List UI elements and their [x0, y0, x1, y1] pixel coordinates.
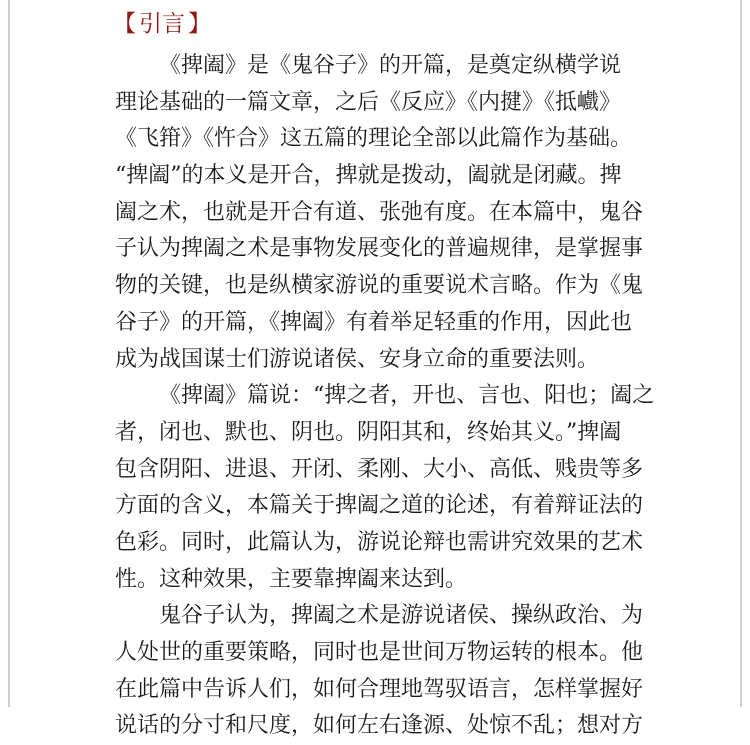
right-border-line: [740, 0, 742, 707]
paragraph-1-line-1: 《捭阖》是《鬼谷子》的开篇，是奠定纵横学说: [159, 53, 622, 78]
paragraph-1-line-5: 阖之术，也就是开合有道、张弛有度。在本篇中，鬼谷: [115, 199, 644, 225]
heading-bracket-close: 】: [188, 11, 211, 37]
heading-bracket-open: 【: [113, 11, 136, 37]
paragraph-1-line-7: 物的关键，也是纵横家游说的重要说术言略。作为《鬼: [115, 273, 644, 299]
paragraph-2-line-4: 方面的含义，本篇关于捭阖之道的论述，有着辩证法的: [115, 493, 644, 519]
paragraph-2-line-1: 《捭阖》篇说：“捭之者，开也、言也、阳也；阖之: [159, 383, 655, 409]
paragraph-1-line-8: 谷子》的开篇，《捭阖》有着举足轻重的作用，因此也: [115, 309, 633, 335]
paragraph-2-line-6: 性。这种效果，主要靠捭阖来达到。: [115, 566, 468, 592]
left-border-line: [8, 0, 10, 707]
paragraph-1-line-9: 成为战国谋士们游说诸侯、安身立命的重要法则。: [115, 346, 600, 372]
paragraph-1-line-4: “捭阖”的本义是开合，捭就是拨动，阖就是闭藏。捭: [115, 163, 622, 189]
paragraph-3-line-3: 在此篇中告诉人们，如何合理地驾驭语言，怎样掌握好: [115, 676, 644, 702]
paragraph-1-line-6: 子认为捭阖之术是事物发展变化的普遍规律，是掌握事: [115, 236, 644, 262]
paragraph-2-line-5: 色彩。同时，此篇认为，游说论辩也需讲究效果的艺术: [115, 529, 644, 555]
paragraph-1-line-3: 《飞箝》《忤合》这五篇的理论全部以此篇作为基础。: [115, 126, 633, 152]
paragraph-1-line-2: 理论基础的一篇文章，之后《反应》《内揵》《抵巇》: [115, 89, 622, 115]
paragraph-2-line-2: 者，闭也、默也、阴也。阴阳其和，终始其义。”捭阖: [115, 419, 622, 445]
paragraph-3-line-1: 鬼谷子认为，捭阖之术是游说诸侯、操纵政治、为: [159, 603, 644, 629]
paragraph-3-line-2: 人处世的重要策略，同时也是世间万物运转的根本。他: [115, 640, 644, 665]
heading-title: 引言: [139, 11, 185, 37]
section-heading: [113, 6, 211, 42]
paragraph-3-line-4: 说话的分寸和尺度，如何左右逢源、处惊不乱；想对方: [115, 713, 644, 739]
paragraph-2-line-3: 包含阴阳、进退、开闭、柔刚、大小、高低、贱贵等多: [115, 456, 644, 482]
body-text: [115, 48, 655, 745]
